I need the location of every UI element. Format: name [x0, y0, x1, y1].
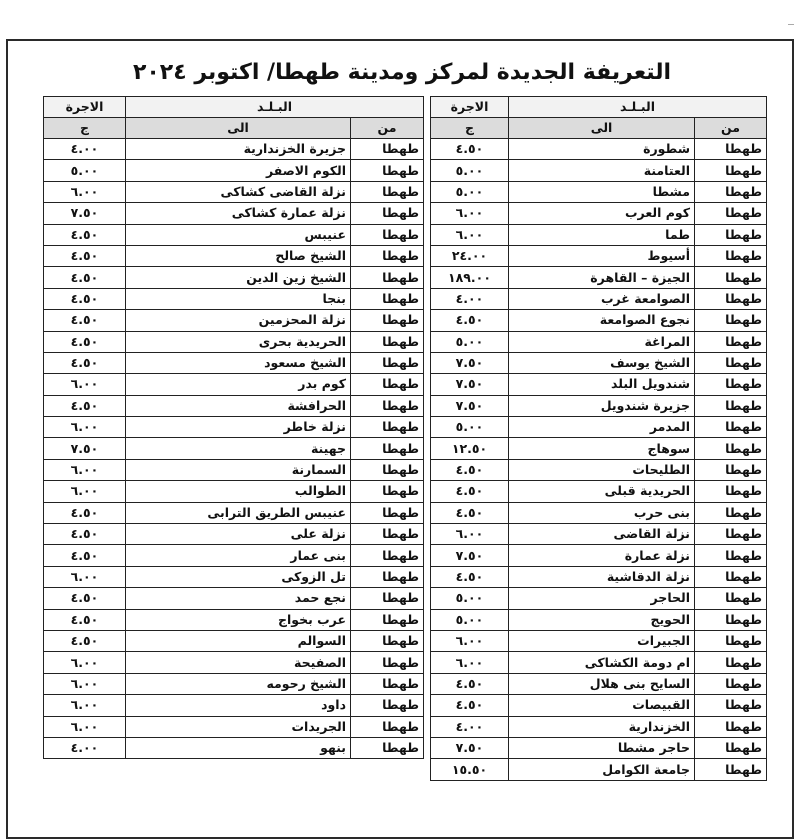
- header-to: الى: [126, 118, 351, 139]
- destination-cell: الخزندارية: [509, 716, 695, 737]
- destination-cell: بنهو: [126, 737, 351, 758]
- origin-cell: طهطا: [695, 395, 767, 416]
- fare-cell: ٧.٥٠: [431, 395, 509, 416]
- table-row: [44, 245, 424, 266]
- table-row: [44, 395, 424, 416]
- destination-cell: الصوامعة غرب: [509, 288, 695, 309]
- destination-cell: سوهاج: [509, 438, 695, 459]
- origin-cell: طهطا: [351, 695, 424, 716]
- header-currency: ج: [44, 118, 126, 139]
- table-row: [431, 181, 767, 202]
- origin-cell: طهطا: [351, 224, 424, 245]
- destination-cell: شطورة: [509, 139, 695, 160]
- table-row: [44, 224, 424, 245]
- origin-cell: طهطا: [695, 438, 767, 459]
- destination-cell: الشيخ رحومه: [126, 673, 351, 694]
- destination-cell: المدمر: [509, 417, 695, 438]
- fare-cell: ٦.٠٠: [431, 630, 509, 651]
- fare-cell: ٧.٥٠: [44, 438, 126, 459]
- table-row: [431, 352, 767, 373]
- fare-cell: ٤.٠٠: [431, 288, 509, 309]
- origin-cell: طهطا: [695, 630, 767, 651]
- fare-cell: ٤.٠٠: [44, 139, 126, 160]
- fare-cell: ٤.٠٠: [44, 737, 126, 758]
- origin-cell: طهطا: [351, 673, 424, 694]
- destination-cell: طما: [509, 224, 695, 245]
- destination-cell: نزلة القاضى كشاكى: [126, 181, 351, 202]
- destination-cell: عرب بخواج: [126, 609, 351, 630]
- fare-cell: ٤.٥٠: [44, 524, 126, 545]
- origin-cell: طهطا: [695, 716, 767, 737]
- fare-cell: ٤.٥٠: [431, 459, 509, 480]
- table-row: [44, 630, 424, 651]
- destination-cell: الشيخ مسعود: [126, 352, 351, 373]
- origin-cell: طهطا: [351, 588, 424, 609]
- table-row: [44, 417, 424, 438]
- destination-cell: السمارنة: [126, 459, 351, 480]
- destination-cell: الطليحات: [509, 459, 695, 480]
- destination-cell: الحويج: [509, 609, 695, 630]
- origin-cell: طهطا: [695, 352, 767, 373]
- header-to: الى: [509, 118, 695, 139]
- destination-cell: نزلة الدقاشية: [509, 566, 695, 587]
- fare-cell: ٦.٠٠: [44, 652, 126, 673]
- destination-cell: داود: [126, 695, 351, 716]
- origin-cell: طهطا: [351, 566, 424, 587]
- destination-cell: الحاجر: [509, 588, 695, 609]
- origin-cell: طهطا: [351, 417, 424, 438]
- destination-cell: نزلة المحزمين: [126, 310, 351, 331]
- fare-table-left: [43, 96, 424, 759]
- destination-cell: شندويل البلد: [509, 374, 695, 395]
- origin-cell: طهطا: [695, 609, 767, 630]
- destination-cell: نزلة عمارة كشاكى: [126, 203, 351, 224]
- fare-cell: ٤.٥٠: [431, 481, 509, 502]
- header-from: من: [351, 118, 424, 139]
- table-row: [44, 331, 424, 352]
- table-row: [431, 160, 767, 181]
- fare-cell: ٤.٠٠: [431, 716, 509, 737]
- fare-cell: ٥.٠٠: [44, 160, 126, 181]
- table-row: [431, 695, 767, 716]
- table-row: [44, 673, 424, 694]
- table-row: [431, 245, 767, 266]
- destination-cell: كوم العرب: [509, 203, 695, 224]
- fare-cell: ٢٤.٠٠: [431, 245, 509, 266]
- destination-cell: الصفيحة: [126, 652, 351, 673]
- origin-cell: طهطا: [695, 695, 767, 716]
- table-row: [44, 459, 424, 480]
- destination-cell: العتامنة: [509, 160, 695, 181]
- origin-cell: طهطا: [695, 139, 767, 160]
- page-title: التعريفة الجديدة لمركز ومدينة طهطا/ اكتوبر ٢٠٢٤: [132, 60, 672, 85]
- origin-cell: طهطا: [351, 545, 424, 566]
- origin-cell: طهطا: [695, 566, 767, 587]
- fare-cell: ١٨٩.٠٠: [431, 267, 509, 288]
- table-row: [431, 331, 767, 352]
- origin-cell: طهطا: [351, 502, 424, 523]
- table-row: [431, 609, 767, 630]
- destination-cell: الشيخ صالح: [126, 245, 351, 266]
- destination-cell: القبيصات: [509, 695, 695, 716]
- fare-cell: ٦.٠٠: [44, 417, 126, 438]
- origin-cell: طهطا: [351, 737, 424, 758]
- table-row: [431, 395, 767, 416]
- fare-cell: ١٥.٥٠: [431, 759, 509, 780]
- destination-cell: نزلة القاضى: [509, 524, 695, 545]
- fare-cell: ٧.٥٠: [431, 374, 509, 395]
- fare-cell: ٤.٥٠: [431, 310, 509, 331]
- destination-cell: عنيبس: [126, 224, 351, 245]
- destination-cell: جامعة الكوامل: [509, 759, 695, 780]
- table-row: [44, 502, 424, 523]
- destination-cell: السوالم: [126, 630, 351, 651]
- fare-cell: ٦.٠٠: [44, 716, 126, 737]
- destination-cell: الطوالب: [126, 481, 351, 502]
- table-row: [431, 566, 767, 587]
- destination-cell: بنجا: [126, 288, 351, 309]
- origin-cell: طهطا: [695, 181, 767, 202]
- destination-cell: جزيرة الخزندارية: [126, 139, 351, 160]
- origin-cell: طهطا: [351, 374, 424, 395]
- table-row: [44, 609, 424, 630]
- destination-cell: الحريدية قبلى: [509, 481, 695, 502]
- fare-cell: ٤.٥٠: [44, 609, 126, 630]
- table-row: [44, 203, 424, 224]
- fare-cell: ٧.٥٠: [44, 203, 126, 224]
- header-fare: الاجرة: [44, 97, 126, 118]
- table-row: [44, 737, 424, 758]
- destination-cell: حاجر مشطا: [509, 737, 695, 758]
- origin-cell: طهطا: [695, 524, 767, 545]
- fare-cell: ٦.٠٠: [44, 695, 126, 716]
- origin-cell: طهطا: [351, 481, 424, 502]
- table-row: [44, 139, 424, 160]
- table-row: [431, 459, 767, 480]
- destination-cell: مشطا: [509, 181, 695, 202]
- origin-cell: طهطا: [695, 502, 767, 523]
- table-row: [431, 310, 767, 331]
- origin-cell: طهطا: [351, 310, 424, 331]
- destination-cell: نجوع الصوامعة: [509, 310, 695, 331]
- fare-cell: ٦.٠٠: [44, 566, 126, 587]
- origin-cell: طهطا: [351, 652, 424, 673]
- table-row: [44, 695, 424, 716]
- origin-cell: طهطا: [351, 395, 424, 416]
- origin-cell: طهطا: [351, 459, 424, 480]
- destination-cell: الشيخ يوسف: [509, 352, 695, 373]
- fare-cell: ٤.٥٠: [44, 267, 126, 288]
- fare-cell: ٤.٥٠: [44, 545, 126, 566]
- destination-cell: الكوم الاصفر: [126, 160, 351, 181]
- fare-cell: ٤.٥٠: [44, 245, 126, 266]
- destination-cell: تل الزوكى: [126, 566, 351, 587]
- table-row: [44, 545, 424, 566]
- fare-cell: ٦.٠٠: [44, 459, 126, 480]
- table-row: [431, 737, 767, 758]
- origin-cell: طهطا: [695, 203, 767, 224]
- origin-cell: طهطا: [695, 673, 767, 694]
- fare-cell: ٤.٥٠: [44, 310, 126, 331]
- destination-cell: نزلة على: [126, 524, 351, 545]
- table-row: [431, 588, 767, 609]
- destination-cell: المراغة: [509, 331, 695, 352]
- origin-cell: طهطا: [695, 224, 767, 245]
- fare-cell: ٤.٥٠: [44, 395, 126, 416]
- header-currency: ج: [431, 118, 509, 139]
- fare-cell: ٥.٠٠: [431, 181, 509, 202]
- origin-cell: طهطا: [695, 652, 767, 673]
- fare-cell: ٤.٥٠: [431, 673, 509, 694]
- fare-cell: ٥.٠٠: [431, 588, 509, 609]
- destination-cell: الحريدية بحرى: [126, 331, 351, 352]
- table-row: [431, 716, 767, 737]
- origin-cell: طهطا: [695, 331, 767, 352]
- fare-cell: ٧.٥٠: [431, 352, 509, 373]
- origin-cell: طهطا: [351, 716, 424, 737]
- origin-cell: طهطا: [351, 245, 424, 266]
- fare-cell: ٤.٥٠: [431, 139, 509, 160]
- destination-cell: ام دومة الكشاكى: [509, 652, 695, 673]
- origin-cell: طهطا: [351, 352, 424, 373]
- table-row: [44, 438, 424, 459]
- destination-cell: بنى حرب: [509, 502, 695, 523]
- origin-cell: طهطا: [695, 310, 767, 331]
- destination-cell: الشيخ زين الدين: [126, 267, 351, 288]
- origin-cell: طهطا: [351, 331, 424, 352]
- fare-cell: ٤.٥٠: [431, 695, 509, 716]
- origin-cell: طهطا: [695, 459, 767, 480]
- origin-cell: طهطا: [351, 630, 424, 651]
- origin-cell: طهطا: [695, 160, 767, 181]
- destination-cell: كوم بدر: [126, 374, 351, 395]
- destination-cell: الجريدات: [126, 716, 351, 737]
- origin-cell: طهطا: [351, 524, 424, 545]
- table-row: [44, 481, 424, 502]
- origin-cell: طهطا: [351, 203, 424, 224]
- table-row: [431, 267, 767, 288]
- table-row: [431, 673, 767, 694]
- origin-cell: طهطا: [695, 545, 767, 566]
- fare-cell: ٧.٥٠: [431, 737, 509, 758]
- table-row: [44, 352, 424, 373]
- table-row: [431, 288, 767, 309]
- fare-cell: ٦.٠٠: [44, 481, 126, 502]
- table-row: [431, 139, 767, 160]
- origin-cell: طهطا: [351, 438, 424, 459]
- origin-cell: طهطا: [351, 609, 424, 630]
- fare-cell: ٤.٥٠: [44, 352, 126, 373]
- destination-cell: نزلة خاطر: [126, 417, 351, 438]
- table-row: [44, 181, 424, 202]
- header-country: البـلـد: [126, 97, 424, 118]
- scan-mark: [788, 24, 794, 25]
- origin-cell: طهطا: [695, 759, 767, 780]
- table-row: [431, 224, 767, 245]
- origin-cell: طهطا: [695, 245, 767, 266]
- fare-cell: ٤.٥٠: [44, 630, 126, 651]
- destination-cell: نجع حمد: [126, 588, 351, 609]
- table-row: [431, 481, 767, 502]
- destination-cell: نزلة عمارة: [509, 545, 695, 566]
- left-table-body: [44, 139, 424, 759]
- table-row: [431, 438, 767, 459]
- origin-cell: طهطا: [695, 481, 767, 502]
- table-row: [44, 566, 424, 587]
- fare-cell: ٤.٥٠: [44, 331, 126, 352]
- fare-cell: ٦.٠٠: [44, 673, 126, 694]
- table-row: [431, 502, 767, 523]
- fare-cell: ٤.٥٠: [44, 588, 126, 609]
- destination-cell: جهينة: [126, 438, 351, 459]
- destination-cell: جزيرة شندويل: [509, 395, 695, 416]
- table-row: [431, 545, 767, 566]
- fare-cell: ٤.٥٠: [431, 502, 509, 523]
- table-row: [44, 716, 424, 737]
- fare-cell: ٦.٠٠: [44, 374, 126, 395]
- origin-cell: طهطا: [695, 417, 767, 438]
- fare-cell: ٥.٠٠: [431, 417, 509, 438]
- table-row: [431, 652, 767, 673]
- fare-cell: ٥.٠٠: [431, 609, 509, 630]
- table-row: [44, 160, 424, 181]
- destination-cell: الجيزة – القاهرة: [509, 267, 695, 288]
- origin-cell: طهطا: [695, 588, 767, 609]
- destination-cell: الحرافشة: [126, 395, 351, 416]
- table-row: [431, 417, 767, 438]
- table-row: [431, 759, 767, 780]
- table-row: [44, 588, 424, 609]
- right-table-body: [431, 139, 767, 781]
- destination-cell: أسيوط: [509, 245, 695, 266]
- header-fare: الاجرة: [431, 97, 509, 118]
- destination-cell: عنيبس الطريق الترابى: [126, 502, 351, 523]
- fare-cell: ٦.٠٠: [431, 203, 509, 224]
- fare-cell: ٥.٠٠: [431, 331, 509, 352]
- fare-table-right: [430, 96, 767, 781]
- table-row: [44, 288, 424, 309]
- origin-cell: طهطا: [351, 160, 424, 181]
- origin-cell: طهطا: [695, 737, 767, 758]
- fare-cell: ٤.٥٠: [44, 288, 126, 309]
- fare-cell: ٦.٠٠: [431, 224, 509, 245]
- origin-cell: طهطا: [351, 288, 424, 309]
- table-row: [431, 374, 767, 395]
- table-row: [431, 630, 767, 651]
- fare-cell: ٧.٥٠: [431, 545, 509, 566]
- table-row: [431, 524, 767, 545]
- fare-cell: ٦.٠٠: [44, 181, 126, 202]
- header-country: البـلـد: [509, 97, 767, 118]
- fare-cell: ٦.٠٠: [431, 652, 509, 673]
- header-from: من: [695, 118, 767, 139]
- table-row: [44, 652, 424, 673]
- destination-cell: الجبيرات: [509, 630, 695, 651]
- fare-cell: ٦.٠٠: [431, 524, 509, 545]
- origin-cell: طهطا: [351, 139, 424, 160]
- origin-cell: طهطا: [351, 181, 424, 202]
- fare-cell: ٤.٥٠: [44, 224, 126, 245]
- fare-cell: ١٢.٥٠: [431, 438, 509, 459]
- origin-cell: طهطا: [695, 374, 767, 395]
- fare-cell: ٤.٥٠: [431, 566, 509, 587]
- fare-cell: ٥.٠٠: [431, 160, 509, 181]
- table-row: [431, 203, 767, 224]
- destination-cell: بنى عمار: [126, 545, 351, 566]
- fare-cell: ٤.٥٠: [44, 502, 126, 523]
- destination-cell: السايح بنى هلال: [509, 673, 695, 694]
- origin-cell: طهطا: [695, 267, 767, 288]
- table-row: [44, 310, 424, 331]
- table-row: [44, 524, 424, 545]
- table-row: [44, 374, 424, 395]
- table-row: [44, 267, 424, 288]
- origin-cell: طهطا: [695, 288, 767, 309]
- origin-cell: طهطا: [351, 267, 424, 288]
